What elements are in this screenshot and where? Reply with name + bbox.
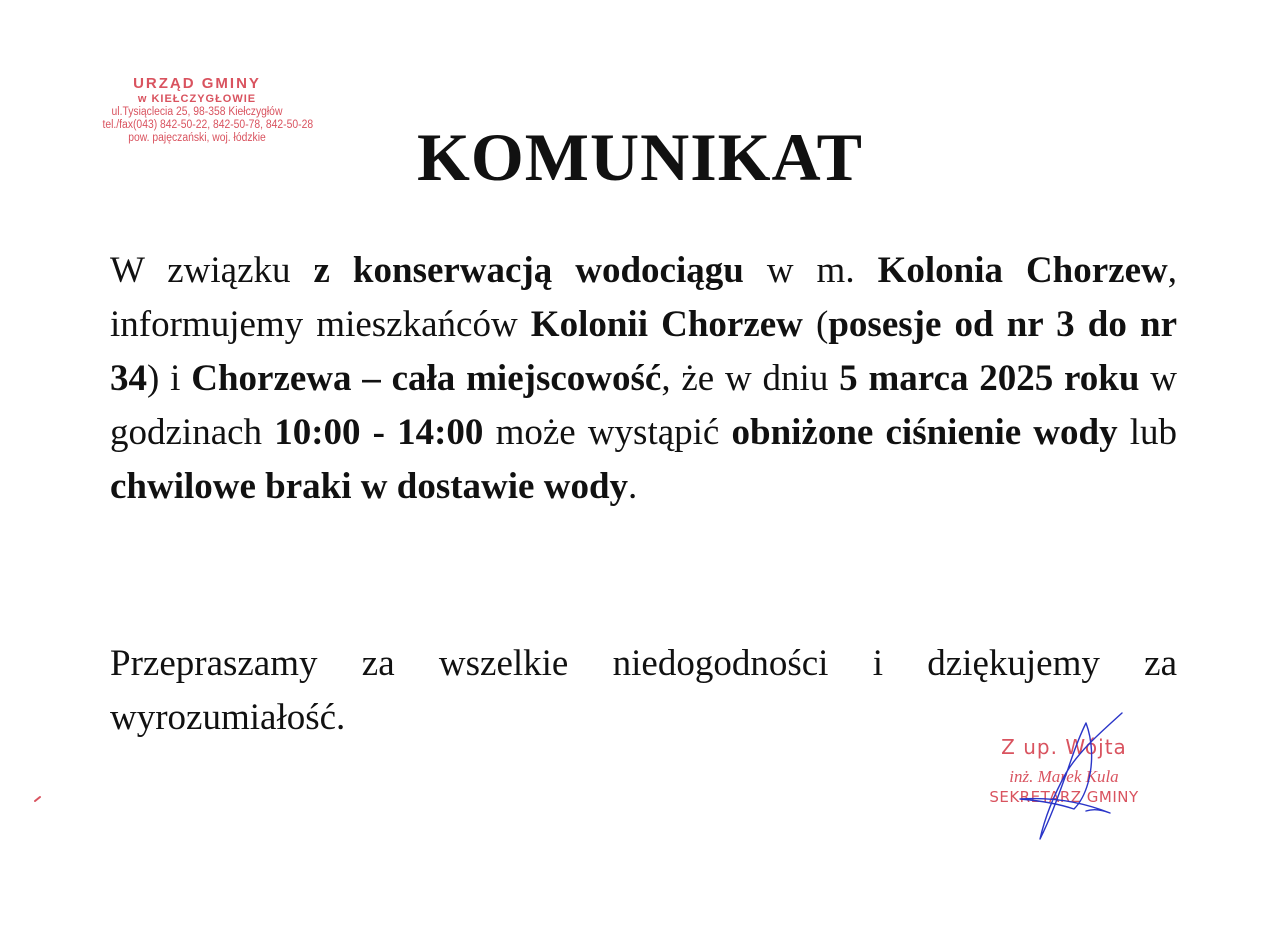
text-run: W związku <box>110 250 314 291</box>
text-run: może wystąpić <box>483 412 732 453</box>
property-range: posesje od nr 3 do nr 34 <box>110 304 1177 399</box>
time-range: 10:00 - 14:00 <box>274 412 484 453</box>
text-run: ( <box>802 304 829 345</box>
stamp-office-name: URZĄD GMINY <box>133 75 261 92</box>
signature-stamp-authority: Z up. Wójta <box>1001 735 1127 759</box>
location-name: Kolonii Chorzew <box>530 304 803 345</box>
stamp-district: pow. pajęczański, woj. łódzkie <box>128 132 266 145</box>
text-run-bold: z konserwacją wodociągu <box>313 250 744 291</box>
stamp-phone: tel./fax(043) 842-50-22, 842-50-78, 842-50-28 <box>102 119 314 132</box>
signature-stamp-name: inż. Marek Kula <box>1009 767 1119 786</box>
text-run: lub <box>1117 412 1178 453</box>
stamp-address: ul.Tysiąclecia 25, 98-358 Kiełczygłów <box>111 106 283 119</box>
location-name: Kolonia Chorzew <box>877 250 1168 291</box>
location-name: Chorzewa – cała miejscowość <box>191 358 662 399</box>
stamp-office-location: w KIEŁCZYGŁOWIE <box>137 92 257 105</box>
red-mark <box>33 795 43 803</box>
text-run-bold: chwilowe braki w dostawie wody <box>110 466 629 507</box>
handwritten-signature <box>1000 705 1150 845</box>
signature-stamp-position: SEKRETARZ GMINY <box>989 788 1139 806</box>
text-run-bold: obniżone ciśnienie wody <box>731 412 1118 453</box>
text-run: , informujemy mieszkańców <box>110 250 1178 345</box>
closing-paragraph: Przepraszamy za wszelkie niedogodności i dziękujemy za wyrozumiałość. <box>110 643 1177 738</box>
text-run: ) i <box>147 358 192 399</box>
text-run: w godzinach <box>110 358 1177 453</box>
announcement-paragraph <box>110 244 1177 514</box>
text-run: , że w dniu <box>661 358 840 399</box>
text-run: w m. <box>743 250 878 291</box>
document-title: KOMUNIKAT <box>417 119 863 195</box>
date: 5 marca 2025 roku <box>839 358 1140 399</box>
text-run: . <box>628 466 638 507</box>
